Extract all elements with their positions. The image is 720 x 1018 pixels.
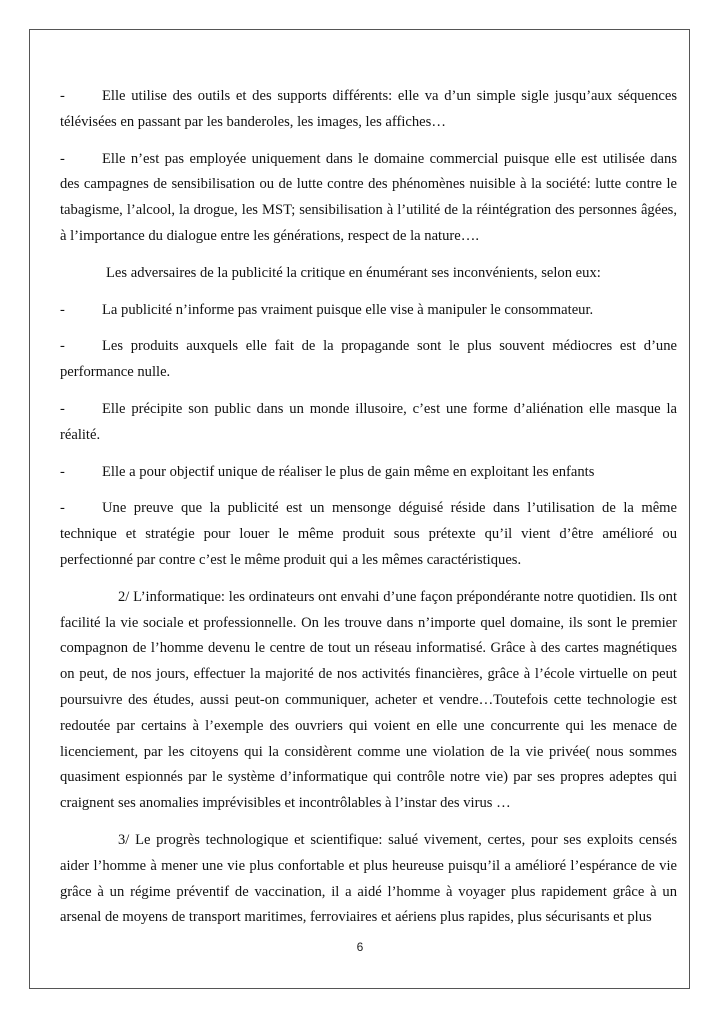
bullet-text: Les produits auxquels elle fait de la propagande sont le plus souvent médiocres est d’une performance nulle. [60,338,677,381]
page-number: 6 [356,940,364,954]
bullet-item [60,460,677,486]
bullet-text: Elle précipite son public dans un monde illusoire, c’est une forme d’aliénation elle masque la réalité. [60,400,677,443]
bullet-item [60,334,677,386]
bullet-marker: - [60,500,65,517]
bullet-marker: - [60,301,65,318]
bullet-text: Une preuve que la publicité est un mensonge déguisé réside dans l’utilisation de la même technique et stratégie pour louer le même produit sous prétexte qu’il vient d’être amélioré ou perfectionné par contre c’est le même produit qui a les mêmes caractéristiques. [60,500,677,568]
bullet-marker: - [60,400,65,417]
bullet-item [60,147,677,250]
bullet-marker: - [60,150,65,167]
paragraph-text: 3/ Le progrès technologique et scientifique: salué vivement, certes, pour ses exploits censés aider l’homme à mener une vie plus confortable et plus heureuse puisqu’il a amélioré l’espérance de vie grâce à un régime préventif de vaccination, il a aidé l’homme à voyager plus rapidement grâce à un arsenal de moyens de transport maritimes, ferroviaires et aériens plus rapides, plus sécurisants et plus [60,831,677,926]
bullet-text: Elle a pour objectif unique de réaliser le plus de gain même en exploitant les enfants [102,463,595,480]
document-body [60,84,677,942]
bullet-marker: - [60,88,65,104]
bullet-text: Elle n’est pas employée uniquement dans le domaine commercial puisque elle est utilisée dans des campagnes de sensibilisation ou de lutte contre des phénomènes nuisible à la société: lutte contre le tabagisme, l’alcool, la drogue, les MST; sensibilisation à l’utilité de la réintégration des personnes âgées, à l’importance du dialogue entre les générations, respect de la nature…. [60,150,677,244]
bullet-item [60,298,677,324]
bullet-item [60,496,677,573]
bullet-item [60,84,677,136]
paragraph-text: Les adversaires de la publicité la critique en énumérant ses inconvénients, selon eux: [106,264,601,281]
bullet-text: Elle utilise des outils et des supports différents: elle va d’un simple sigle jusqu’aux séquences télévisées en passant par les banderoles, les images, les affiches… [60,88,677,130]
bullet-item [60,397,677,449]
bullet-marker: - [60,338,65,355]
bullet-text: La publicité n’informe pas vraiment puisque elle vise à manipuler le consommateur. [102,301,594,318]
bullet-marker: - [60,463,65,480]
paragraph-text: 2/ L’informatique: les ordinateurs ont envahi d’une façon prépondérante notre quotidien. Ils ont facilité la vie sociale et professionnelle. On les trouve dans n’importe quel domaine, ils sont le premier compagnon de l’homme devenu le centre de tout un réseau informatisé. Grâce à des cartes magnétiques on peut, de nos jours, effectuer la majorité de nos activités financières, grâce à l’école virtuelle on peut poursuivre des études, aussi peut-on communiquer, acheter et vendre…Toutefois cette technologie est redoutée par certains à l’exemple des ouvriers qui voient en elle une concurrente qui les menace de licenciement, par les citoyens qui la considèrent comme une violation de la vie privée( nous sommes quasiment espionnés par le système d’informatique qui contrôle notre vie) par ses propres adeptes qui craignent ses anomalies imprévisibles et incontrôlables à l’instar des virus … [60,588,677,812]
